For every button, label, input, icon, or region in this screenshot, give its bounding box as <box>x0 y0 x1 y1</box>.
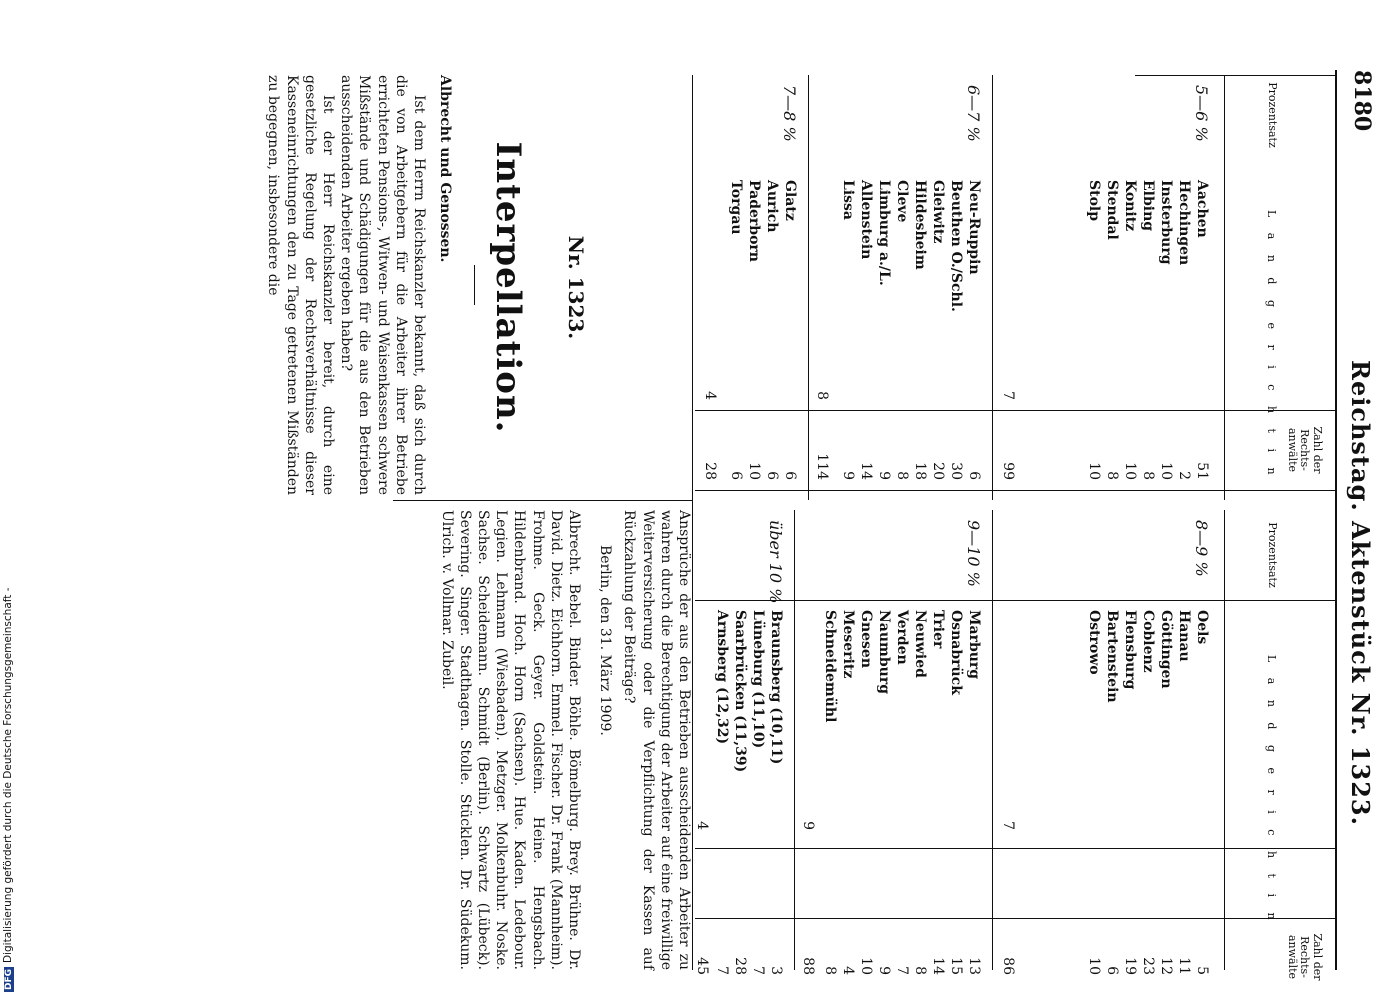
court-name: Meseritz <box>840 610 856 679</box>
count-value: 5 <box>1194 966 1210 975</box>
count-value: 8 <box>1140 471 1156 480</box>
digitization-credit <box>2 587 16 992</box>
court-name: Neu-Ruppin <box>966 180 982 275</box>
court-list <box>727 180 799 262</box>
group-sum: 86 <box>1000 957 1016 975</box>
col-count-header: Zahl der Rechts-anwälte <box>1285 933 1324 981</box>
col-court-header: L a n d g e r i c h t i n <box>1265 655 1278 926</box>
court-list <box>713 610 785 772</box>
count-value: 6 <box>728 471 744 480</box>
date-line: Berlin, den 31. März 1909. <box>597 545 613 736</box>
count-value: 18 <box>912 462 928 480</box>
paragraph: Ansprüche der aus den Betrieben ausscheidenden Arbeiter zu wahren durch die Berechtigung der Arbeiter auf eine freiwillige Weiterversicherung oder die Verpflichtung der Kassen auf Rückzahlung der Beiträge? <box>621 510 692 970</box>
court-name: Lüneburg (11,10) <box>750 610 766 749</box>
interpellation-body-right <box>620 510 693 970</box>
count-value: 7 <box>750 966 766 975</box>
count-list <box>1085 935 1211 975</box>
count-value: 8 <box>894 471 910 480</box>
credit-text-wrap <box>2 587 16 992</box>
court-name: Arnsberg (12,32) <box>714 610 730 745</box>
court-name: Hildesheim <box>912 180 928 270</box>
group-sum: 45 <box>694 957 710 975</box>
count-value: 12 <box>1158 957 1174 975</box>
count-list <box>821 935 983 975</box>
count-value: 30 <box>948 462 964 480</box>
court-name: Flensburg <box>1122 610 1138 690</box>
court-list <box>821 610 983 722</box>
court-name: Ostrowo <box>1086 610 1102 675</box>
interpellation-authors: Albrecht und Genossen. <box>437 75 453 263</box>
count-list <box>727 440 799 480</box>
group-count: 7 <box>1000 391 1016 400</box>
count-value: 6 <box>782 471 798 480</box>
signatories <box>437 510 583 970</box>
percent-label: 9—10 % <box>964 520 983 587</box>
count-value: 20 <box>930 462 946 480</box>
court-name: Naumburg <box>876 610 892 694</box>
count-value: 7 <box>714 966 730 975</box>
group-count: 9 <box>800 821 816 830</box>
count-value: 51 <box>1194 462 1210 480</box>
court-name: Stendal <box>1104 180 1120 240</box>
court-name: Stolp <box>1086 180 1102 222</box>
paragraph: Ist dem Herrn Reichskanzler bekannt, daß sich durch die von Arbeitgebern für die Arbeiter ihrer Betriebe errichteten Pensions-, Witwen- und Waisenkassen schwere Mißstände und Schädigungen für die aus den Betrieben ausscheidenden Arbeiter ergeben haben? <box>338 75 427 495</box>
group-count: 4 <box>694 821 710 830</box>
group-rule <box>794 510 795 970</box>
court-name: Lissa <box>840 180 856 220</box>
col-percent-header: Prozentsatz <box>1266 522 1279 588</box>
column-divider <box>393 500 693 501</box>
court-list <box>1085 610 1211 703</box>
court-name: Braunsberg (10,11) <box>768 610 784 765</box>
count-value: 10 <box>1158 462 1174 480</box>
col-count-header: Zahl der Rechts-anwälte <box>1285 426 1324 474</box>
table-left-divider <box>695 410 1335 411</box>
count-value: 10 <box>1122 462 1138 480</box>
group-count: 4 <box>702 391 718 400</box>
court-name: Verden <box>894 610 910 665</box>
court-name: Neuwied <box>912 610 928 678</box>
signatory-list: Albrecht. Bebel. Binder. Böhle. Bömelburg. Brey. Brühne. Dr. David. Dietz. Eichhorn. Emmel. Fischer. Dr. Frank (Mannheim). Frohme. Geck. Geyer. Goldstein. Heine. Hengsbach. Hildenbrand. Hoch. Horn (Sachsen). Hue. Kaden. Ledebour. Legien. Lehmann (Wiesbaden). Metzger. Molkenbuhr. Noske. Sachse. Scheidemann. Schmidt (Berlin). Schwartz (Lübeck). Severing. Singer. Stadthagen. Stolle. Stücklen. Dr. Südekum. Ulrich. v. Vollmar. Zubeil. <box>438 510 582 970</box>
count-value: 8 <box>1104 471 1120 480</box>
court-name: Elbing <box>1140 180 1156 232</box>
count-value: 23 <box>1140 957 1156 975</box>
count-value: 10 <box>746 462 762 480</box>
court-name: Aurich <box>764 180 780 233</box>
group-count: 8 <box>814 391 830 400</box>
count-value: 6 <box>966 471 982 480</box>
court-name: Allenstein <box>858 180 874 260</box>
group-rule <box>992 75 993 500</box>
group-rule <box>992 510 993 970</box>
interpellation-title: Interpellation. <box>488 141 528 434</box>
court-name: Gnesen <box>858 610 874 669</box>
col-court-header: L a n d g e r i c h t i n <box>1265 210 1278 481</box>
count-value: 13 <box>966 957 982 975</box>
table-right-divider-0 <box>695 600 1335 601</box>
count-value: 11 <box>1176 957 1192 975</box>
group-sum: 88 <box>800 957 816 975</box>
count-value: 15 <box>948 957 964 975</box>
table-right-header-rule <box>1224 510 1225 970</box>
court-name: Göttingen <box>1158 610 1174 689</box>
count-list <box>713 935 785 975</box>
count-value: 6 <box>764 471 780 480</box>
count-value: 10 <box>1086 462 1102 480</box>
count-value: 7 <box>894 966 910 975</box>
count-value: 8 <box>822 966 838 975</box>
count-list <box>1085 440 1211 480</box>
count-value: 4 <box>840 966 856 975</box>
court-name: Oels <box>1194 610 1210 645</box>
table-left-header-rule <box>1224 75 1225 500</box>
group-sum: 28 <box>702 462 718 480</box>
court-name: Beuthen O./Schl. <box>948 180 964 312</box>
table-left-edge <box>1135 75 1335 76</box>
court-name: Aachen <box>1194 180 1210 238</box>
group-rule <box>808 75 809 500</box>
interpellation-number: Nr. 1323. <box>564 235 588 340</box>
dfg-logo: DFG <box>4 968 14 990</box>
count-value: 3 <box>768 966 784 975</box>
court-name: Paderborn <box>746 180 762 262</box>
court-list <box>1085 180 1211 265</box>
court-name: Trier <box>930 610 946 649</box>
paragraph: Ist der Herr Reichskanzler bereit, durch eine gesetzliche Regelung der Rechtsverhältnisse dieser Kasseneinrichtungen den zu Tage getretenen Mißständen zu begegnen, insbesondere die <box>265 75 336 495</box>
title-rule <box>474 265 475 305</box>
running-title: Reichstag. Aktenstück Nr. 1323. <box>1346 360 1375 826</box>
percent-label: 7—8 % <box>780 85 799 142</box>
court-name: Torgau <box>728 180 744 235</box>
court-name: Bartenstein <box>1104 610 1120 703</box>
court-name: Hechingen <box>1176 180 1192 266</box>
group-sum: 114 <box>814 453 830 480</box>
count-value: 14 <box>930 957 946 975</box>
count-value: 19 <box>1122 957 1138 975</box>
table-right-divider-2 <box>695 918 1335 919</box>
count-value: 14 <box>858 462 874 480</box>
court-name: Gleiwitz <box>930 180 946 244</box>
court-name: Schneidemühl <box>822 610 838 723</box>
count-value: 10 <box>858 957 874 975</box>
court-name: Konitz <box>1122 180 1138 232</box>
court-name: Osnabrück <box>948 610 964 695</box>
group-count: 7 <box>1000 821 1016 830</box>
count-value: 10 <box>1086 957 1102 975</box>
court-name: Cleve <box>894 180 910 223</box>
page-number: 8180 <box>1349 70 1375 132</box>
count-value: 9 <box>876 966 892 975</box>
count-value: 28 <box>732 957 748 975</box>
table-right-divider <box>695 848 1335 849</box>
table-left-divider-2 <box>695 490 1335 491</box>
group-sum: 99 <box>1000 462 1016 480</box>
court-name: Glatz <box>782 180 798 221</box>
count-value: 8 <box>912 966 928 975</box>
court-name: Marburg <box>966 610 982 680</box>
court-name: Limburg a./L. <box>876 180 892 286</box>
percent-label: 6—7 % <box>964 85 983 142</box>
court-name: Coblenz <box>1140 610 1156 673</box>
col-percent-header: Prozentsatz <box>1266 82 1279 148</box>
count-value: 9 <box>876 471 892 480</box>
header-rule <box>1335 70 1337 970</box>
count-list <box>839 440 983 480</box>
count-value: 9 <box>840 471 856 480</box>
court-name: Saarbrücken (11,39) <box>732 610 748 773</box>
percent-label: 8—9 % <box>1192 520 1211 577</box>
interpellation-body-left <box>264 75 428 495</box>
court-list <box>839 180 983 312</box>
percent-label: über 10 % <box>766 520 785 604</box>
percent-label: 5—6 % <box>1192 85 1211 142</box>
court-name: Insterburg <box>1158 180 1174 265</box>
count-value: 2 <box>1176 471 1192 480</box>
court-name: Hanau <box>1176 610 1192 662</box>
credit-text: Digitalisierung gefördert durch die Deutsche Forschungsgemeinschaft - <box>2 587 14 963</box>
count-value: 6 <box>1104 966 1120 975</box>
